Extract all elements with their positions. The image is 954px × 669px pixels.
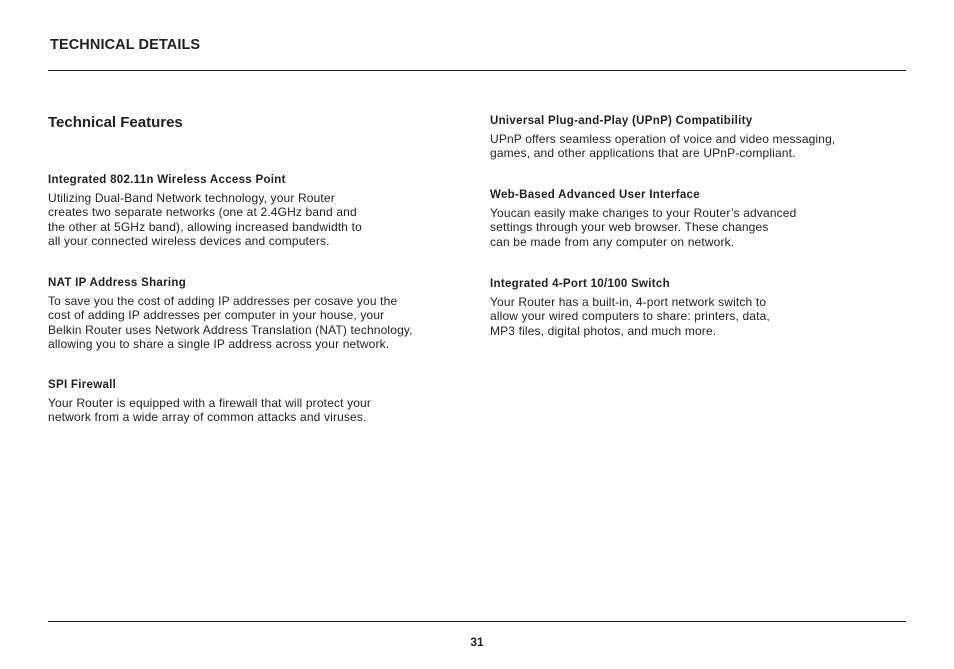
feature-wireless-access-point bbox=[48, 173, 362, 248]
description-line: games, and other applications that are UPnP-compliant. bbox=[490, 146, 796, 161]
description-line: cost of adding IP addresses per computer in your house, your bbox=[48, 308, 385, 323]
description-line: Belkin Router uses Network Address Translation (NAT) technology, bbox=[48, 322, 413, 337]
description-line: the other at 5GHz band), allowing increased bandwidth to bbox=[48, 219, 362, 234]
description-line: UPnP offers seamless operation of voice and video messaging, bbox=[490, 132, 836, 146]
description-line: MP3 files, digital photos, and much more. bbox=[490, 323, 717, 338]
feature-heading: SPI Firewall bbox=[48, 379, 117, 391]
feature-heading: Web-Based Advanced User Interface bbox=[490, 189, 700, 201]
feature-description bbox=[48, 191, 362, 248]
feature-heading: Integrated 802.11n Wireless Access Point bbox=[48, 174, 286, 186]
description-line: creates two separate networks (one at 2.4GHz band and bbox=[48, 205, 357, 220]
feature-nat-ip-sharing bbox=[48, 276, 413, 351]
feature-heading: Integrated 4-Port 10/100 Switch bbox=[490, 278, 670, 290]
feature-heading: NAT IP Address Sharing bbox=[48, 277, 187, 289]
description-line: network from a wide array of common attacks and viruses. bbox=[48, 410, 367, 425]
header-divider bbox=[48, 70, 906, 71]
description-line: Youcan easily make changes to your Router’s advanced bbox=[490, 206, 797, 220]
description-line: Your Router has a built-in, 4-port network switch to bbox=[490, 295, 767, 309]
feature-description bbox=[490, 206, 796, 249]
feature-upnp-compatibility bbox=[490, 114, 835, 161]
feature-description bbox=[48, 294, 413, 351]
feature-description bbox=[490, 132, 835, 161]
feature-description bbox=[490, 295, 770, 338]
page-header-title: TECHNICAL DETAILS bbox=[50, 37, 201, 53]
description-line: allowing you to share a single IP address across your network. bbox=[48, 336, 390, 351]
feature-description bbox=[48, 396, 371, 425]
footer-divider bbox=[48, 621, 906, 622]
section-title: Technical Features bbox=[48, 114, 183, 131]
description-line: can be made from any computer on network. bbox=[490, 234, 735, 249]
description-line: allow your wired computers to share: printers, data, bbox=[490, 309, 770, 324]
feature-4-port-switch bbox=[490, 277, 770, 338]
feature-web-interface bbox=[490, 188, 796, 249]
description-line: Your Router is equipped with a firewall that will protect your bbox=[48, 396, 372, 410]
description-line: Utilizing Dual-Band Network technology, your Router bbox=[48, 191, 335, 205]
feature-heading: Universal Plug-and-Play (UPnP) Compatibility bbox=[490, 115, 753, 127]
description-line: settings through your web browser. These changes bbox=[490, 220, 769, 235]
page-number: 31 bbox=[470, 635, 484, 649]
description-line: all your connected wireless devices and computers. bbox=[48, 233, 330, 248]
description-line: To save you the cost of adding IP addresses per cosave you the bbox=[48, 294, 398, 308]
feature-spi-firewall bbox=[48, 378, 371, 425]
